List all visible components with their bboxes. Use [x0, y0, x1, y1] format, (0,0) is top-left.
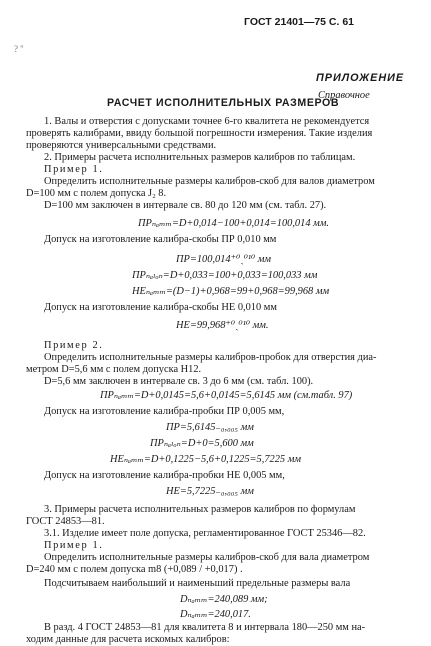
text-line: Определить исполнительные размеры калибров-пробок для отверстия диа- — [44, 352, 377, 363]
text-line: 1. Валы и отверстия с допусками точнее 6-го квалитета не рекомендуется — [44, 116, 370, 127]
text-line: Определить исполнительные размеры калибров-скоб для валов диаметром — [44, 176, 375, 187]
formula-line: ПР=5,6145₋₀,₀₀₅ мм — [166, 422, 254, 433]
text-line: D=100 мм заключен в интервале св. 80 до 120 мм (см. табл. 27). — [44, 200, 327, 211]
example-heading: Пример 1. — [44, 540, 104, 551]
formula-line: НЕ=5,7225₋₀,₀₀₅ мм — [166, 486, 254, 497]
section-title: РАСЧЕТ ИСПОЛНИТЕЛЬНЫХ РАЗМЕРОВ — [107, 97, 340, 109]
text-line: D=5,6 мм заключен в интервале св. 3 до 6 мм (см. табл. 100). — [44, 376, 314, 387]
example-heading: Пример 2. — [44, 340, 104, 351]
text-line: Определить исполнительные размеры калибров-скоб для вала диаметром — [44, 552, 370, 563]
text-line: D=100 мм с полем допуска J₂ 8. — [26, 188, 167, 199]
formula-line: ПРₙₐₘₘ=D+0,0145=5,6+0,0145=5,6145 мм (см.табл. 97) — [100, 390, 353, 401]
gost-header: ГОСТ 21401—75 С. 61 — [244, 16, 355, 28]
formula-line: ПРₙₐₘₘ=D+0,014−100+0,014=100,014 мм. — [138, 218, 329, 229]
text-line: проверять калибрами, ввиду большой погрешности измерения. Такие изделия — [26, 128, 373, 139]
margin-marks: ? '' — [14, 44, 24, 54]
text-line: метром D=5,6 мм с полем допуска Н12. — [26, 364, 202, 375]
text-line: Допуск на изготовление калибра-пробки НЕ 0,005 мм, — [44, 470, 285, 481]
formula-line: Dₙₐₘₘ=240,017. — [180, 609, 251, 620]
formula-line: Dₙₐₘₘ=240,089 мм; — [180, 594, 268, 605]
formula-line: ПРₙₐₗₒₙ=D+0,033=100+0,033=100,033 мм — [132, 270, 318, 281]
formula-line: ПР=100,014⁺⁰ˎ⁰¹⁰ мм — [176, 254, 272, 265]
text-line: В разд. 4 ГОСТ 24853—81 для квалитета 8 и интервала 180—250 мм на- — [44, 622, 366, 633]
formula-line: НЕ=99,968⁺⁰ˎ⁰¹⁰ мм. — [176, 320, 269, 331]
text-line: проверяются универсальными средствами. — [26, 140, 217, 151]
appendix-reference: Справочное — [318, 90, 370, 101]
text-line: D=240 мм с полем допуска m8 (+0,089 / +0,017) . — [26, 564, 243, 575]
appendix-label: ПРИЛОЖЕНИЕ — [316, 72, 405, 84]
text-line: Подсчитываем наибольший и наименьший предельные размеры вала — [44, 578, 351, 589]
text-line: Допуск на изготовление калибра-скобы НЕ 0,010 мм — [44, 302, 277, 313]
text-line: ГОСТ 24853—81. — [26, 516, 105, 527]
text-line: Допуск на изготовление калибра-скобы ПР 0,010 мм — [44, 234, 277, 245]
text-line: 3. Примеры расчета исполнительных размеров калибров по формулам — [44, 504, 356, 515]
example-heading: Пример 1. — [44, 164, 104, 175]
text-line: ходим данные для расчета искомых калибров: — [26, 634, 230, 645]
text-line: 2. Примеры расчета исполнительных размеров калибров по таблицам. — [44, 152, 356, 163]
text-line: 3.1. Изделие имеет поле допуска, регламентированное ГОСТ 25346—82. — [44, 528, 366, 539]
formula-line: НЕₙₐₘₘ=(D−1)+0,968=99+0,968=99,968 мм — [132, 286, 330, 297]
text-line: Допуск на изготовление калибра-пробки ПР 0,005 мм, — [44, 406, 285, 417]
formula-line: НЕₙₐₘₘ=D+0,1225−5,6+0,1225=5,7225 мм — [110, 454, 301, 465]
formula-line: ПРₙₐₗₒₙ=D+0=5,600 мм — [150, 438, 254, 449]
